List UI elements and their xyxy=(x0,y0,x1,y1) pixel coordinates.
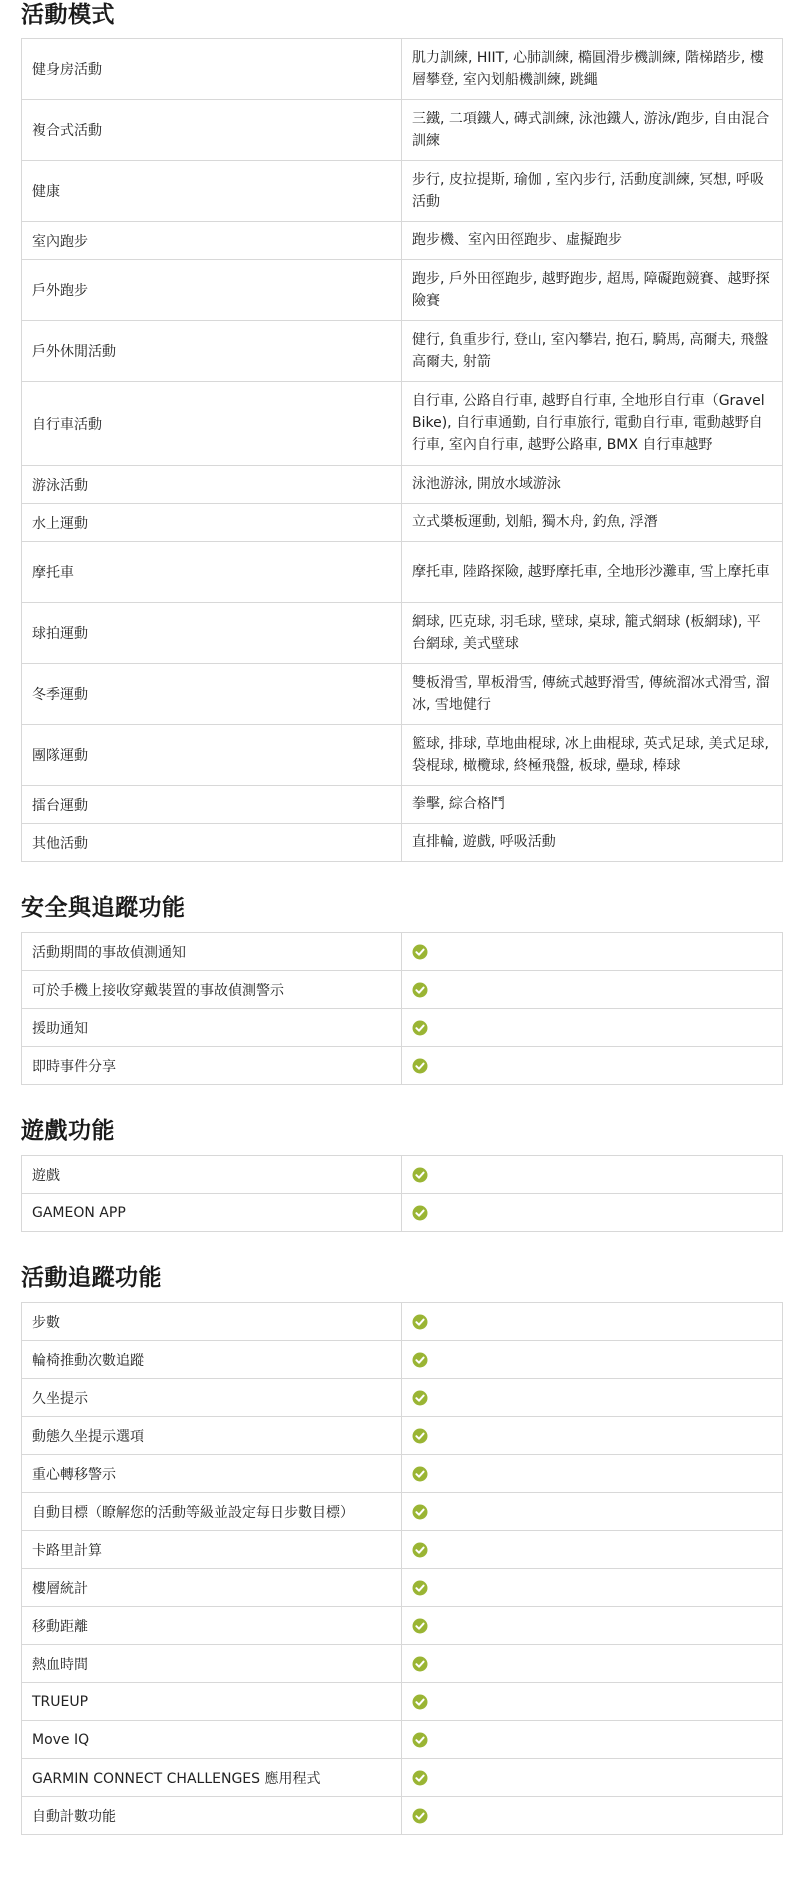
check-circle-icon xyxy=(412,982,428,998)
table-row xyxy=(22,1645,783,1683)
table-row xyxy=(22,1194,783,1232)
check-circle-icon xyxy=(412,1058,428,1074)
section-title: 活動模式 xyxy=(21,2,115,28)
feature-label: 複合式活動 xyxy=(22,100,402,161)
table-row xyxy=(22,1156,783,1194)
feature-value: 雙板滑雪, 單板滑雪, 傳統式越野滑雪, 傳統溜冰式滑雪, 溜冰, 雪地健行 xyxy=(402,664,783,725)
feature-supported-cell xyxy=(402,1759,783,1797)
table-row xyxy=(22,1797,783,1835)
feature-label: 活動期間的事故偵測通知 xyxy=(22,933,402,971)
feature-label: 水上運動 xyxy=(22,504,402,542)
feature-supported-cell xyxy=(402,1379,783,1417)
feature-label: 擂台運動 xyxy=(22,786,402,824)
feature-label: 樓層統計 xyxy=(22,1569,402,1607)
section-title: 活動追蹤功能 xyxy=(21,1265,162,1291)
table-row xyxy=(22,1493,783,1531)
table-row xyxy=(22,39,783,100)
table-row xyxy=(22,603,783,664)
feature-supported-cell xyxy=(402,1047,783,1085)
section-title: 安全與追蹤功能 xyxy=(21,895,186,921)
table-row xyxy=(22,725,783,786)
feature-label: 球拍運動 xyxy=(22,603,402,664)
check-circle-icon xyxy=(412,1314,428,1330)
spec-table xyxy=(21,932,783,1085)
check-circle-icon xyxy=(412,1352,428,1368)
feature-supported-cell xyxy=(402,1531,783,1569)
feature-supported-cell xyxy=(402,1417,783,1455)
feature-value: 肌力訓練, HIIT, 心肺訓練, 橢圓滑步機訓練, 階梯踏步, 樓層攀登, 室內划船機訓練, 跳繩 xyxy=(402,39,783,100)
feature-label: 重心轉移警示 xyxy=(22,1455,402,1493)
feature-supported-cell xyxy=(402,1607,783,1645)
feature-label: 遊戲 xyxy=(22,1156,402,1194)
check-circle-icon xyxy=(412,1542,428,1558)
table-row xyxy=(22,466,783,504)
feature-label: 動態久坐提示選項 xyxy=(22,1417,402,1455)
feature-supported-cell xyxy=(402,1156,783,1194)
feature-supported-cell xyxy=(402,1194,783,1232)
check-circle-icon xyxy=(412,1466,428,1482)
feature-label: 室內跑步 xyxy=(22,222,402,260)
check-circle-icon xyxy=(412,944,428,960)
table-row xyxy=(22,933,783,971)
table-row xyxy=(22,1569,783,1607)
feature-supported-cell xyxy=(402,1797,783,1835)
table-row xyxy=(22,824,783,862)
feature-label: 自動目標（瞭解您的活動等級並設定每日步數目標） xyxy=(22,1493,402,1531)
feature-supported-cell xyxy=(402,933,783,971)
feature-supported-cell xyxy=(402,1341,783,1379)
feature-supported-cell xyxy=(402,1645,783,1683)
feature-supported-cell xyxy=(402,1683,783,1721)
feature-label: Move IQ xyxy=(22,1721,402,1759)
table-row xyxy=(22,321,783,382)
check-circle-icon xyxy=(412,1020,428,1036)
table-row xyxy=(22,222,783,260)
table-row xyxy=(22,161,783,222)
feature-label: 健康 xyxy=(22,161,402,222)
table-row xyxy=(22,1417,783,1455)
feature-label: 健身房活動 xyxy=(22,39,402,100)
table-row xyxy=(22,1607,783,1645)
table-row xyxy=(22,1531,783,1569)
feature-label: 久坐提示 xyxy=(22,1379,402,1417)
table-row xyxy=(22,1379,783,1417)
table-row xyxy=(22,1341,783,1379)
feature-label: 摩托車 xyxy=(22,542,402,603)
feature-supported-cell xyxy=(402,1455,783,1493)
feature-label: 可於手機上接收穿戴裝置的事故偵測警示 xyxy=(22,971,402,1009)
table-row xyxy=(22,260,783,321)
check-circle-icon xyxy=(412,1618,428,1634)
check-circle-icon xyxy=(412,1732,428,1748)
table-row xyxy=(22,1721,783,1759)
check-circle-icon xyxy=(412,1808,428,1824)
check-circle-icon xyxy=(412,1770,428,1786)
feature-value: 直排輪, 遊戲, 呼吸活動 xyxy=(402,824,783,862)
table-row xyxy=(22,382,783,466)
feature-label: 熱血時間 xyxy=(22,1645,402,1683)
feature-supported-cell xyxy=(402,1569,783,1607)
check-circle-icon xyxy=(412,1694,428,1710)
table-row xyxy=(22,542,783,603)
feature-label: TRUEUP xyxy=(22,1683,402,1721)
table-row xyxy=(22,1009,783,1047)
table-row xyxy=(22,1047,783,1085)
check-circle-icon xyxy=(412,1504,428,1520)
feature-supported-cell xyxy=(402,1009,783,1047)
feature-label: 冬季運動 xyxy=(22,664,402,725)
feature-label: 其他活動 xyxy=(22,824,402,862)
feature-label: 輪椅推動次數追蹤 xyxy=(22,1341,402,1379)
check-circle-icon xyxy=(412,1205,428,1221)
feature-value: 籃球, 排球, 草地曲棍球, 冰上曲棍球, 英式足球, 美式足球, 袋棍球, 橄欖球, 終極飛盤, 板球, 壘球, 棒球 xyxy=(402,725,783,786)
table-row xyxy=(22,1303,783,1341)
feature-label: 即時事件分享 xyxy=(22,1047,402,1085)
section-title: 遊戲功能 xyxy=(21,1118,115,1144)
table-row xyxy=(22,971,783,1009)
table-row xyxy=(22,504,783,542)
feature-value: 跑步, 戶外田徑跑步, 越野跑步, 超馬, 障礙跑競賽、越野探險賽 xyxy=(402,260,783,321)
feature-value: 跑步機、室內田徑跑步、虛擬跑步 xyxy=(402,222,783,260)
feature-label: 自行車活動 xyxy=(22,382,402,466)
spec-table xyxy=(21,1155,783,1232)
feature-value: 三鐵, 二項鐵人, 磚式訓練, 泳池鐵人, 游泳/跑步, 自由混合訓練 xyxy=(402,100,783,161)
spec-table xyxy=(21,38,783,862)
feature-label: 移動距離 xyxy=(22,1607,402,1645)
check-circle-icon xyxy=(412,1656,428,1672)
feature-value: 自行車, 公路自行車, 越野自行車, 全地形自行車（Gravel Bike), 自行車通勤, 自行車旅行, 電動自行車, 電動越野自行車, 室內自行車, 越野公路車, BMX 自行車越野 xyxy=(402,382,783,466)
feature-label: 游泳活動 xyxy=(22,466,402,504)
feature-value: 泳池游泳, 開放水域游泳 xyxy=(402,466,783,504)
feature-label: GARMIN CONNECT CHALLENGES 應用程式 xyxy=(22,1759,402,1797)
feature-label: 自動計數功能 xyxy=(22,1797,402,1835)
feature-supported-cell xyxy=(402,971,783,1009)
check-circle-icon xyxy=(412,1580,428,1596)
feature-value: 健行, 負重步行, 登山, 室內攀岩, 抱石, 騎馬, 高爾夫, 飛盤高爾夫, 射箭 xyxy=(402,321,783,382)
table-row xyxy=(22,100,783,161)
feature-value: 拳擊, 綜合格鬥 xyxy=(402,786,783,824)
feature-value: 立式槳板運動, 划船, 獨木舟, 釣魚, 浮潛 xyxy=(402,504,783,542)
feature-label: 戶外休閒活動 xyxy=(22,321,402,382)
feature-label: GAMEON APP xyxy=(22,1194,402,1232)
table-row xyxy=(22,1455,783,1493)
table-row xyxy=(22,1683,783,1721)
spec-page xyxy=(21,0,782,1835)
feature-supported-cell xyxy=(402,1303,783,1341)
feature-value: 摩托車, 陸路探險, 越野摩托車, 全地形沙灘車, 雪上摩托車 xyxy=(402,542,783,603)
check-circle-icon xyxy=(412,1167,428,1183)
feature-label: 援助通知 xyxy=(22,1009,402,1047)
spec-table xyxy=(21,1302,783,1835)
table-row xyxy=(22,786,783,824)
table-row xyxy=(22,1759,783,1797)
feature-label: 團隊運動 xyxy=(22,725,402,786)
feature-value: 網球, 匹克球, 羽毛球, 壁球, 桌球, 籠式網球 (板網球), 平台網球, 美式壁球 xyxy=(402,603,783,664)
check-circle-icon xyxy=(412,1428,428,1444)
feature-supported-cell xyxy=(402,1721,783,1759)
feature-label: 卡路里計算 xyxy=(22,1531,402,1569)
feature-value: 步行, 皮拉提斯, 瑜伽 , 室內步行, 活動度訓練, 冥想, 呼吸活動 xyxy=(402,161,783,222)
feature-label: 戶外跑步 xyxy=(22,260,402,321)
table-row xyxy=(22,664,783,725)
check-circle-icon xyxy=(412,1390,428,1406)
feature-supported-cell xyxy=(402,1493,783,1531)
feature-label: 步數 xyxy=(22,1303,402,1341)
